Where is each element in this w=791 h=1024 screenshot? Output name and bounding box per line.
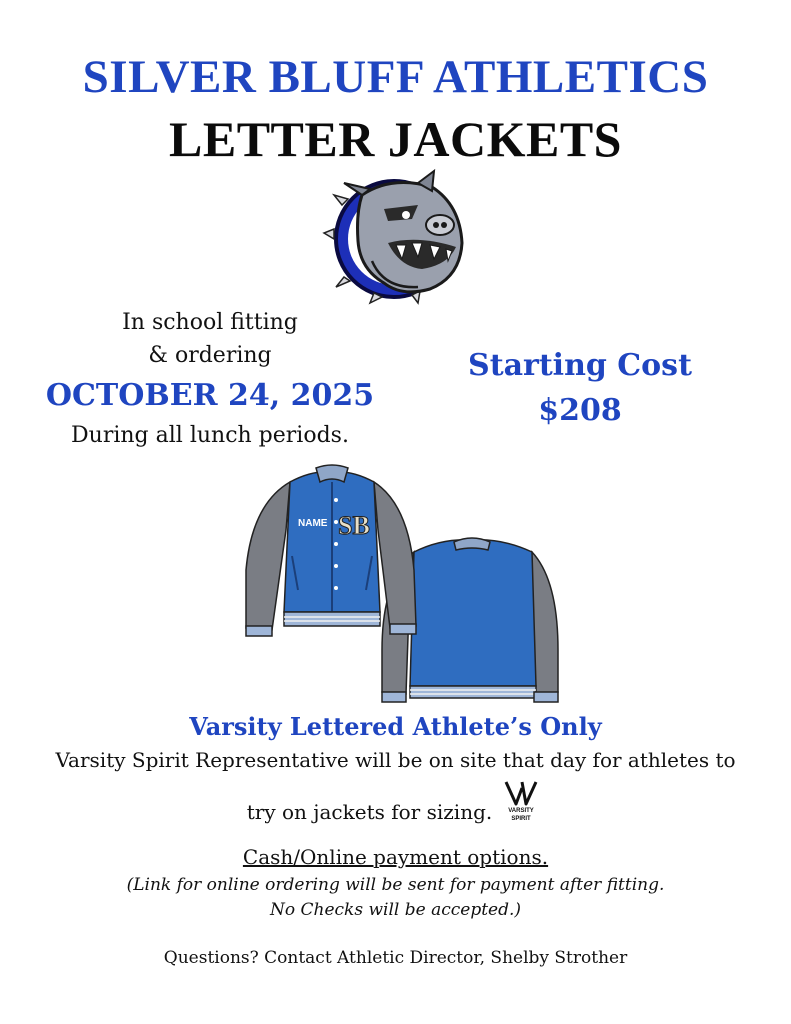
svg-text:VARSITY: VARSITY (508, 808, 534, 814)
rep-line-2 (0, 800, 791, 824)
payment-note-2: No Checks will be accepted.) (269, 900, 522, 920)
jacket-front (246, 465, 416, 636)
payment-options: Cash/Online payment options. (242, 845, 549, 869)
jacket-image (232, 460, 562, 710)
page-subtitle: LETTER JACKETS (169, 111, 622, 167)
event-time: During all lunch periods. (71, 423, 349, 448)
rep-line-1: Varsity Spirit Representative will be on site that day for athletes to (55, 748, 736, 772)
varsity-spirit-logo-icon (500, 778, 542, 824)
payment-note-1: (Link for online ordering will be sent for payment after fitting. (126, 875, 665, 895)
fitting-line-2: & ordering (148, 343, 272, 368)
cost-label: Starting Cost (468, 348, 692, 383)
page-title: SILVER BLUFF ATHLETICS (82, 51, 709, 103)
cost-value: $208 (538, 393, 622, 428)
event-date: OCTOBER 24, 2025 (45, 378, 375, 413)
jacket-name-text: NAME (298, 518, 328, 529)
fitting-line-1: In school fitting (122, 310, 298, 335)
jacket-letters: SB (338, 511, 370, 540)
eligibility-heading: Varsity Lettered Athlete’s Only (189, 712, 602, 741)
rep-line-2-text: try on jackets for sizing. (246, 800, 493, 824)
contact-line: Questions? Contact Athletic Director, Shelby Strother (163, 948, 628, 968)
bulldog-mascot-icon (322, 165, 472, 305)
svg-text:SPIRIT: SPIRIT (511, 816, 531, 822)
